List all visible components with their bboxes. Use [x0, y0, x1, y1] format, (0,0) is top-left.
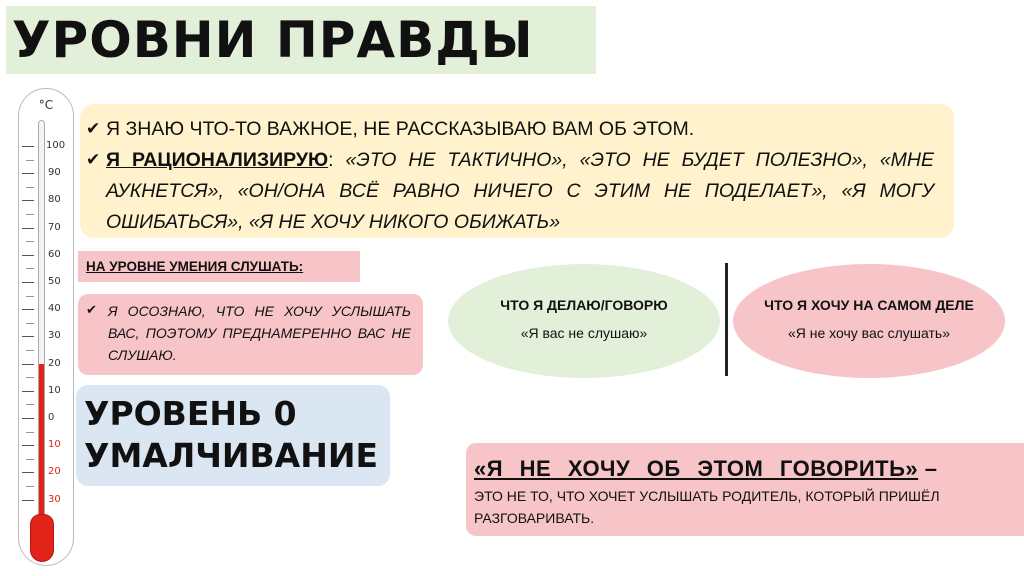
- statement-2: [86, 145, 934, 238]
- real-want-quote: «Я не хочу вас слушать»: [787, 325, 951, 341]
- level-box: [76, 385, 390, 486]
- thermometer-label: 0: [48, 412, 55, 423]
- say-do-quote: «Я вас не слушаю»: [520, 325, 648, 341]
- thermometer-minor-tick: [26, 296, 34, 297]
- thermometer-label: 20: [48, 357, 61, 369]
- divider-line: [725, 263, 728, 376]
- thermometer-label: 20: [48, 466, 61, 478]
- thermometer-label: 40: [48, 303, 61, 315]
- thermometer-unit: °C: [38, 98, 54, 112]
- thermometer-minor-tick: [26, 187, 34, 188]
- statement-1-text: Я ЗНАЮ ЧТО-ТО ВАЖНОЕ, НЕ РАССКАЗЫВАЮ ВАМ ОБ ЭТОМ.: [106, 118, 695, 140]
- thermometer-label: 10: [48, 384, 61, 396]
- thermometer-label: 80: [48, 194, 61, 206]
- thermometer-label: 30: [48, 493, 61, 505]
- listening-label: НА УРОВНЕ УМЕНИЯ СЛУШАТЬ:: [78, 251, 360, 282]
- thermometer-minor-tick: [26, 459, 34, 460]
- thermometer-tick: [22, 282, 34, 283]
- bottom-dash: –: [918, 456, 938, 481]
- checkmark-icon: ✔: [86, 150, 101, 170]
- thermometer-label: 70: [48, 221, 61, 233]
- statements-box: [80, 104, 954, 238]
- thermometer-minor-tick: [26, 404, 34, 405]
- thermometer-mercury: [39, 364, 44, 528]
- thermometer-minor-tick: [26, 350, 34, 351]
- bottom-text: ЭТО НЕ ТО, ЧТО ХОЧЕТ УСЛЫШАТЬ РОДИТЕЛЬ, КОТОРЫЙ ПРИШЁЛ РАЗГОВАРИВАТЬ.: [474, 488, 940, 526]
- thermometer-tick: [22, 309, 34, 310]
- thermometer-label: 10: [48, 439, 61, 451]
- thermometer-tick: [22, 364, 34, 365]
- say-do-heading: ЧТО Я ДЕЛАЮ/ГОВОРЮ: [500, 297, 668, 313]
- thermometer: [18, 88, 74, 566]
- bottom-quote: «Я НЕ ХОЧУ ОБ ЭТОМ ГОВОРИТЬ»: [474, 456, 919, 481]
- statement-1: [86, 114, 934, 145]
- thermometer-minor-tick: [26, 323, 34, 324]
- thermometer-minor-tick: [26, 160, 34, 161]
- statement-2-text: [106, 145, 934, 238]
- thermometer-label: 90: [48, 167, 61, 179]
- thermometer-tick: [22, 336, 34, 337]
- thermometer-tick: [22, 146, 34, 147]
- statement-2-lead: Я РАЦИОНАЛИЗИРУЮ: [106, 149, 329, 171]
- statement-2-colon: :: [328, 149, 346, 171]
- checkmark-icon: ✔: [86, 303, 97, 318]
- thermometer-minor-tick: [26, 268, 34, 269]
- thermometer-tick: [22, 472, 34, 473]
- say-do-ellipse: [448, 264, 720, 378]
- listening-quote: Я ОСОЗНАЮ, ЧТО НЕ ХОЧУ УСЛЫШАТЬ ВАС, ПОЭТОМУ ПРЕДНАМЕРЕННО ВАС НЕ СЛУШАЮ.: [108, 303, 411, 363]
- statement-2-quotes: «ЭТО НЕ ТАКТИЧНО», «ЭТО НЕ БУДЕТ ПОЛЕЗНО», «МНЕ АУКНЕТСЯ», «ОН/ОНА ВСЁ РАВНО НИЧЕГО С ЭТИМ НЕ ПОДЕЛАЕТ», «Я МОГУ ОШИБАТЬСЯ», «Я НЕ ХОЧУ НИКОГО ОБИЖАТЬ»: [106, 149, 934, 233]
- thermometer-minor-tick: [26, 377, 34, 378]
- real-want-heading: ЧТО Я ХОЧУ НА САМОМ ДЕЛЕ: [764, 297, 974, 313]
- thermometer-tick: [22, 391, 34, 392]
- checkmark-icon: ✔: [86, 119, 101, 139]
- thermometer-tick: [22, 228, 34, 229]
- thermometer-label: 50: [48, 276, 61, 287]
- thermometer-tick: [22, 173, 34, 174]
- thermometer-minor-tick: [26, 241, 34, 242]
- thermometer-minor-tick: [26, 214, 34, 215]
- thermometer-tick: [22, 418, 34, 419]
- thermometer-label: 100: [46, 140, 66, 151]
- bottom-note: [466, 443, 1024, 536]
- level-name: УМАЛЧИВАНИЕ: [84, 436, 378, 475]
- thermometer-tick: [22, 200, 34, 201]
- thermometer-tick: [22, 445, 34, 446]
- listening-quote-box: [78, 294, 423, 375]
- level-number: УРОВЕНЬ 0: [84, 394, 297, 433]
- thermometer-bulb: [30, 514, 54, 562]
- real-want-ellipse: [733, 264, 1005, 378]
- thermometer-minor-tick: [26, 432, 34, 433]
- bottom-quote-line: [474, 453, 1016, 485]
- thermometer-label: 60: [48, 248, 61, 260]
- thermometer-tick: [22, 255, 34, 256]
- thermometer-tick: [22, 500, 34, 501]
- thermometer-minor-tick: [26, 486, 34, 487]
- slide-title: УРОВНИ ПРАВДЫ: [6, 6, 596, 74]
- thermometer-label: 30: [48, 330, 61, 342]
